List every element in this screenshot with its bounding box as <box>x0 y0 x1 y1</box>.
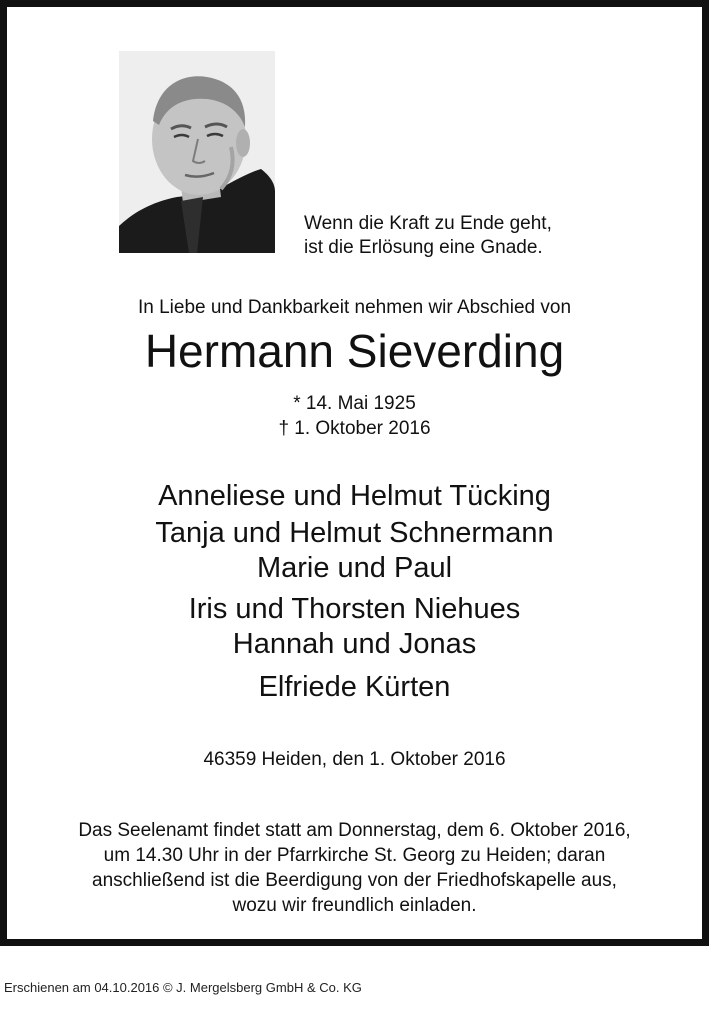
motto-line: Wenn die Kraft zu Ende geht, <box>304 213 552 234</box>
motto-line: ist die Erlösung eine Gnade. <box>304 237 543 258</box>
mourner-line: Hannah und Jonas <box>232 628 477 660</box>
motto <box>304 212 552 260</box>
birth-date: * 14. Mai 1925 <box>293 393 416 414</box>
publication-footer: Erschienen am 04.10.2016 © J. Mergelsberg GmbH & Co. KG <box>4 980 362 995</box>
service-line: wozu wir freundlich einladen. <box>232 895 477 916</box>
mourner-line: Tanja und Helmut Schnermann <box>155 517 554 549</box>
mourner-line: Iris und Thorsten Niehues <box>188 593 521 625</box>
deceased-name: Hermann Sieverding <box>144 325 565 377</box>
service-line: anschließend ist die Beerdigung von der Friedhofskapelle aus, <box>92 870 617 891</box>
portrait-photo <box>119 51 275 253</box>
mourner-line: Anneliese und Helmut Tücking <box>158 480 551 512</box>
service-line: Das Seelenamt findet statt am Donnerstag, dem 6. Oktober 2016, <box>78 820 631 841</box>
portrait-image <box>119 51 275 253</box>
place-date: 46359 Heiden, den 1. Oktober 2016 <box>203 749 506 770</box>
service-info <box>7 818 702 918</box>
intro-text: In Liebe und Dankbarkeit nehmen wir Abschied von <box>137 297 572 318</box>
mourners-list <box>7 477 702 707</box>
mourner-line: Marie und Paul <box>256 552 453 584</box>
service-line: um 14.30 Uhr in der Pfarrkirche St. Georg zu Heiden; daran <box>103 845 606 866</box>
death-date: † 1. Oktober 2016 <box>278 418 431 439</box>
life-dates <box>7 391 702 441</box>
mourner-line: Elfriede Kürten <box>258 671 451 703</box>
